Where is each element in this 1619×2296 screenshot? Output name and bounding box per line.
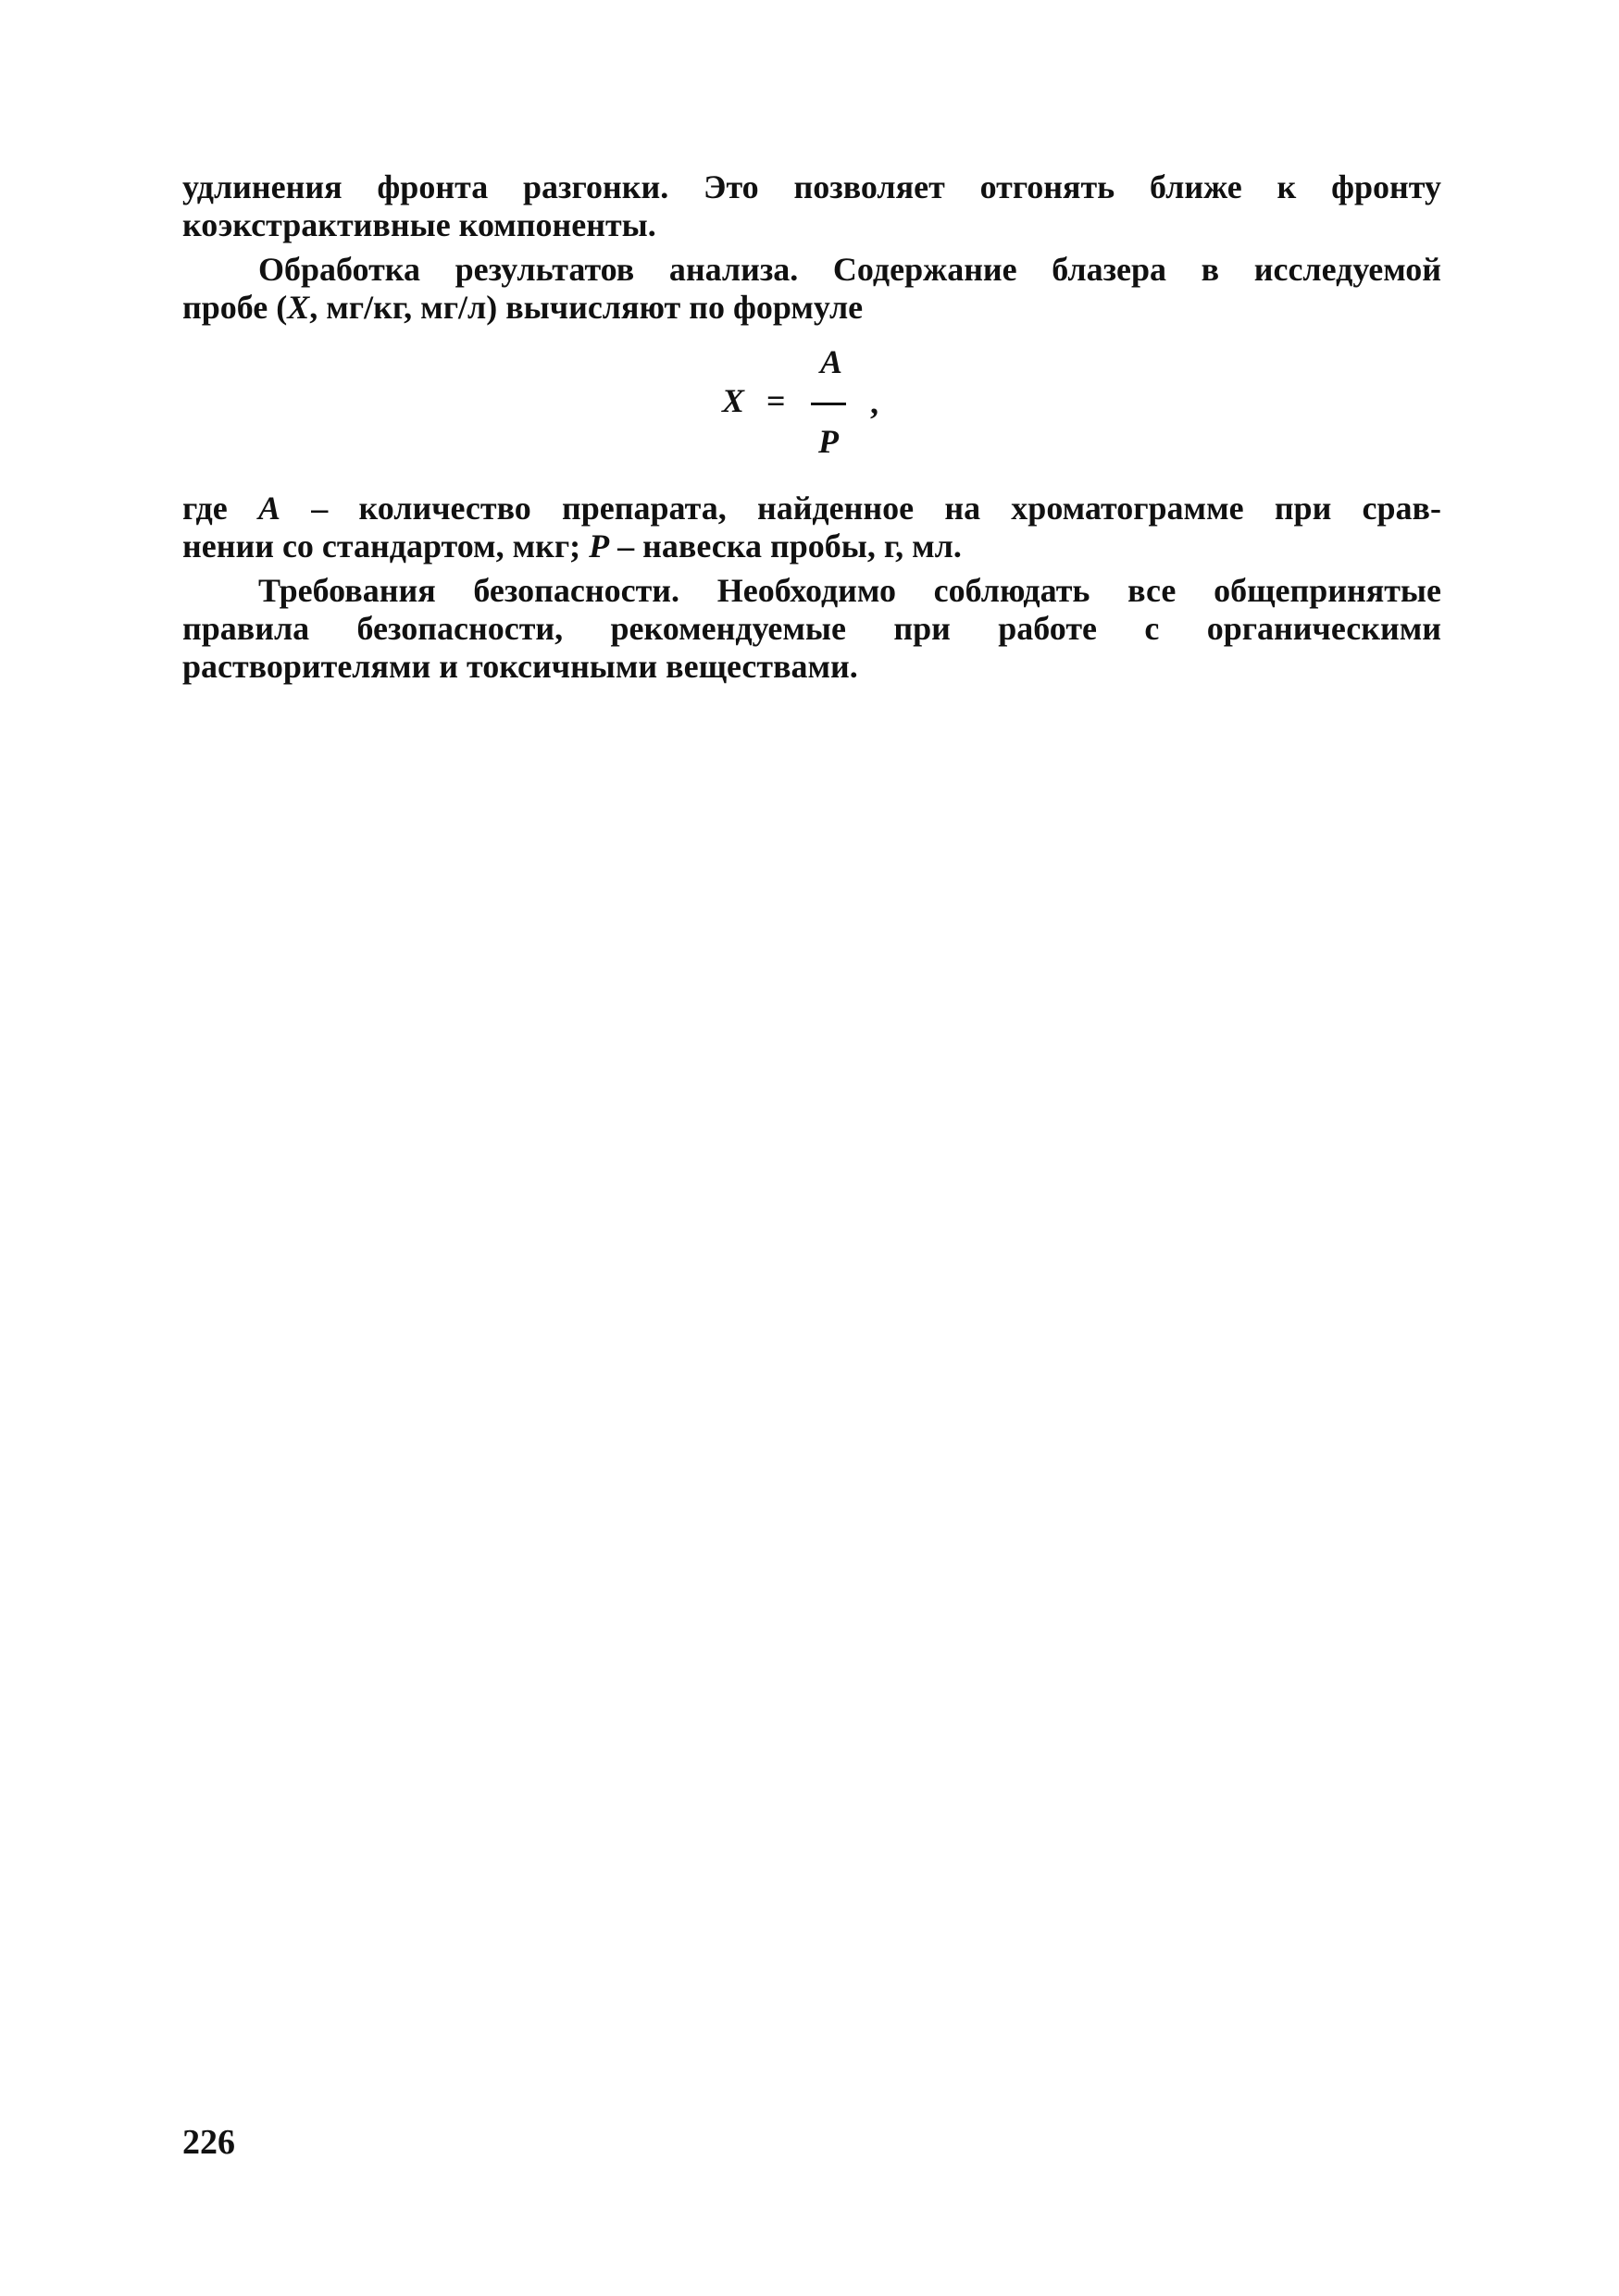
formula-lhs: X [722, 382, 745, 419]
formula-numerator: A [820, 343, 843, 380]
text-run: – количество препарата, найденное на хроматограмме при срав- [280, 490, 1441, 527]
page-number: 226 [182, 2123, 235, 2162]
text-run: – навеска пробы, г, мл. [609, 527, 962, 565]
paragraph-safety [182, 572, 1441, 686]
section-heading-safety: Требования безопасности. [258, 572, 680, 609]
text-run: где [182, 490, 258, 527]
variable-a: A [257, 490, 280, 527]
formula-x-equals-a-over-p [713, 342, 916, 463]
formula-comma: , [870, 384, 878, 421]
paragraph-results-processing [182, 251, 1441, 327]
formula-equals-sign: = [766, 382, 786, 419]
text-line [182, 251, 1441, 289]
text-line: правила безопасности, рекомендуемые при работе с органическими [182, 610, 1441, 647]
text-line [182, 527, 1441, 565]
text-line [182, 289, 1441, 327]
text-run: , мг/кг, мг/л) вычисляют по формуле [309, 289, 864, 326]
text-line [182, 490, 1441, 527]
text-run: Содержание блазера в исследуемой [798, 251, 1442, 288]
variable-x: X [287, 289, 310, 326]
text-line: удлинения фронта разгонки. Это позволяет отгонять ближе к фронту [182, 168, 1441, 205]
text-line: коэкстрактивные компоненты. [182, 206, 656, 243]
text-run: нении со стандартом, мкг; [182, 527, 590, 565]
text-line [182, 572, 1441, 610]
paragraph-definitions [182, 490, 1441, 565]
paragraph-fronts [182, 168, 1441, 244]
formula-denominator: P [818, 423, 839, 460]
variable-p: P [589, 527, 610, 565]
section-heading-results: Обработка результатов анализа. [258, 251, 799, 288]
text-run: пробе ( [182, 289, 288, 326]
fraction-bar [811, 403, 846, 405]
text-run: Необходимо соблюдать все общепринятые [679, 572, 1441, 609]
text-line: растворителями и токсичными веществами. [182, 648, 858, 685]
